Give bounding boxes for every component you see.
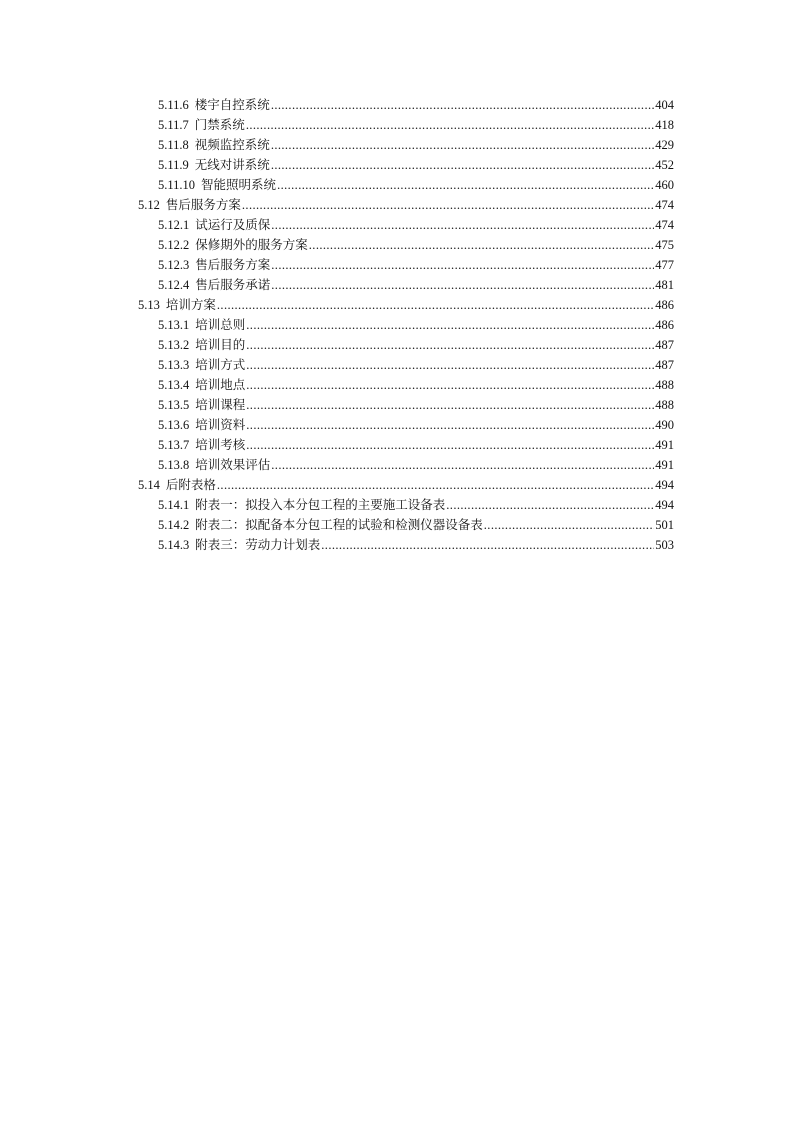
table-of-contents <box>138 95 674 555</box>
toc-entry-title: 试运行及质保 <box>195 218 271 232</box>
toc-entry-page: 429 <box>655 138 674 152</box>
toc-entry-title: 售后服务承诺 <box>195 278 271 292</box>
toc-entry-number: 5.12.4 <box>158 278 190 292</box>
dot-leader <box>246 375 654 395</box>
toc-entry-title: 售后服务方案 <box>195 258 271 272</box>
toc-entry[interactable] <box>138 355 674 375</box>
toc-entry-title: 附表二：拟配备本分包工程的试验和检测仪器设备表 <box>195 518 483 532</box>
toc-entry[interactable] <box>138 95 674 115</box>
toc-entry-number: 5.12 <box>138 198 160 212</box>
toc-entry-page: 486 <box>655 318 674 332</box>
dot-leader <box>271 135 654 155</box>
toc-entry-title: 附表一：拟投入本分包工程的主要施工设备表 <box>195 498 446 512</box>
toc-entry[interactable] <box>138 115 674 135</box>
toc-entry-page: 501 <box>655 518 674 532</box>
toc-entry-number: 5.13.3 <box>158 358 190 372</box>
toc-entry-title: 门禁系统 <box>194 118 245 132</box>
toc-entry-number: 5.11.8 <box>158 138 189 152</box>
toc-entry-number: 5.12.2 <box>158 238 190 252</box>
toc-entry-page: 481 <box>655 278 674 292</box>
dot-leader <box>246 335 654 355</box>
toc-entry-page: 418 <box>655 118 674 132</box>
toc-entry-number: 5.13.2 <box>158 338 190 352</box>
toc-entry[interactable] <box>138 495 674 515</box>
dot-leader <box>271 275 654 295</box>
dot-leader <box>271 155 654 175</box>
toc-entry-number: 5.11.6 <box>158 98 189 112</box>
toc-entry[interactable] <box>138 515 674 535</box>
toc-entry-title: 附表三：劳动力计划表 <box>195 538 321 552</box>
toc-entry-page: 452 <box>655 158 674 172</box>
toc-entry-number: 5.13 <box>138 298 160 312</box>
toc-entry[interactable] <box>138 435 674 455</box>
dot-leader <box>246 115 654 135</box>
dot-leader <box>246 355 654 375</box>
toc-entry[interactable] <box>138 395 674 415</box>
toc-entry-number: 5.12.3 <box>158 258 190 272</box>
toc-entry-title: 培训方式 <box>195 358 246 372</box>
toc-entry-title: 培训效果评估 <box>195 458 271 472</box>
toc-entry-number: 5.12.1 <box>158 218 190 232</box>
dot-leader <box>217 475 654 495</box>
dot-leader <box>246 315 654 335</box>
dot-leader <box>246 395 654 415</box>
toc-entry[interactable] <box>138 135 674 155</box>
dot-leader <box>277 175 654 195</box>
toc-entry-number: 5.14.3 <box>158 538 190 552</box>
toc-entry-number: 5.11.9 <box>158 158 189 172</box>
toc-entry-page: 474 <box>655 198 674 212</box>
dot-leader <box>271 255 654 275</box>
toc-entry-number: 5.13.7 <box>158 438 190 452</box>
toc-entry-number: 5.14.2 <box>158 518 190 532</box>
toc-entry-page: 488 <box>655 378 674 392</box>
toc-entry-number: 5.13.6 <box>158 418 190 432</box>
dot-leader <box>217 295 654 315</box>
toc-entry[interactable] <box>138 475 674 495</box>
toc-entry-title: 培训目的 <box>195 338 246 352</box>
toc-entry-page: 487 <box>655 358 674 372</box>
toc-entry-number: 5.11.10 <box>158 178 196 192</box>
toc-entry-page: 503 <box>655 538 674 552</box>
toc-entry[interactable] <box>138 415 674 435</box>
toc-entry-title: 培训总则 <box>195 318 246 332</box>
toc-entry[interactable] <box>138 315 674 335</box>
dot-leader <box>271 95 654 115</box>
toc-entry-number: 5.13.1 <box>158 318 190 332</box>
dot-leader <box>271 455 654 475</box>
toc-entry-number: 5.13.4 <box>158 378 190 392</box>
toc-entry-page: 486 <box>655 298 674 312</box>
toc-entry[interactable] <box>138 235 674 255</box>
toc-entry-page: 494 <box>655 478 674 492</box>
toc-entry[interactable] <box>138 275 674 295</box>
toc-entry[interactable] <box>138 375 674 395</box>
dot-leader <box>321 535 654 555</box>
dot-leader <box>484 515 654 535</box>
toc-entry-number: 5.13.5 <box>158 398 190 412</box>
toc-entry-page: 487 <box>655 338 674 352</box>
toc-entry-title: 楼宇自控系统 <box>194 98 270 112</box>
toc-entry-title: 售后服务方案 <box>165 198 241 212</box>
toc-entry-number: 5.14.1 <box>158 498 190 512</box>
toc-entry[interactable] <box>138 155 674 175</box>
toc-entry-title: 培训课程 <box>195 398 246 412</box>
toc-entry-page: 491 <box>655 438 674 452</box>
dot-leader <box>271 215 654 235</box>
toc-entry-page: 460 <box>655 178 674 192</box>
toc-entry[interactable] <box>138 255 674 275</box>
toc-entry-title: 培训地点 <box>195 378 246 392</box>
toc-entry-number: 5.13.8 <box>158 458 190 472</box>
toc-entry-number: 5.11.7 <box>158 118 189 132</box>
toc-entry-page: 474 <box>655 218 674 232</box>
toc-entry[interactable] <box>138 215 674 235</box>
dot-leader <box>309 235 654 255</box>
toc-entry-title: 无线对讲系统 <box>194 158 270 172</box>
toc-entry-page: 475 <box>655 238 674 252</box>
toc-entry[interactable] <box>138 195 674 215</box>
dot-leader <box>242 195 654 215</box>
dot-leader <box>446 495 654 515</box>
toc-entry-title: 后附表格 <box>165 478 216 492</box>
toc-entry-title: 智能照明系统 <box>201 178 277 192</box>
dot-leader <box>246 435 654 455</box>
toc-entry-title: 视频监控系统 <box>194 138 270 152</box>
toc-entry[interactable] <box>138 175 674 195</box>
toc-entry[interactable] <box>138 335 674 355</box>
toc-entry[interactable] <box>138 295 674 315</box>
toc-entry-page: 490 <box>655 418 674 432</box>
toc-entry-page: 494 <box>655 498 674 512</box>
toc-entry-page: 491 <box>655 458 674 472</box>
toc-entry-number: 5.14 <box>138 478 160 492</box>
toc-entry-title: 培训方案 <box>165 298 216 312</box>
toc-entry-page: 488 <box>655 398 674 412</box>
toc-entry-page: 477 <box>655 258 674 272</box>
toc-entry-title: 培训资料 <box>195 418 246 432</box>
toc-entry[interactable] <box>138 455 674 475</box>
toc-entry-page: 404 <box>655 98 674 112</box>
dot-leader <box>246 415 654 435</box>
toc-entry[interactable] <box>138 535 674 555</box>
toc-entry-title: 培训考核 <box>195 438 246 452</box>
toc-entry-title: 保修期外的服务方案 <box>195 238 308 252</box>
